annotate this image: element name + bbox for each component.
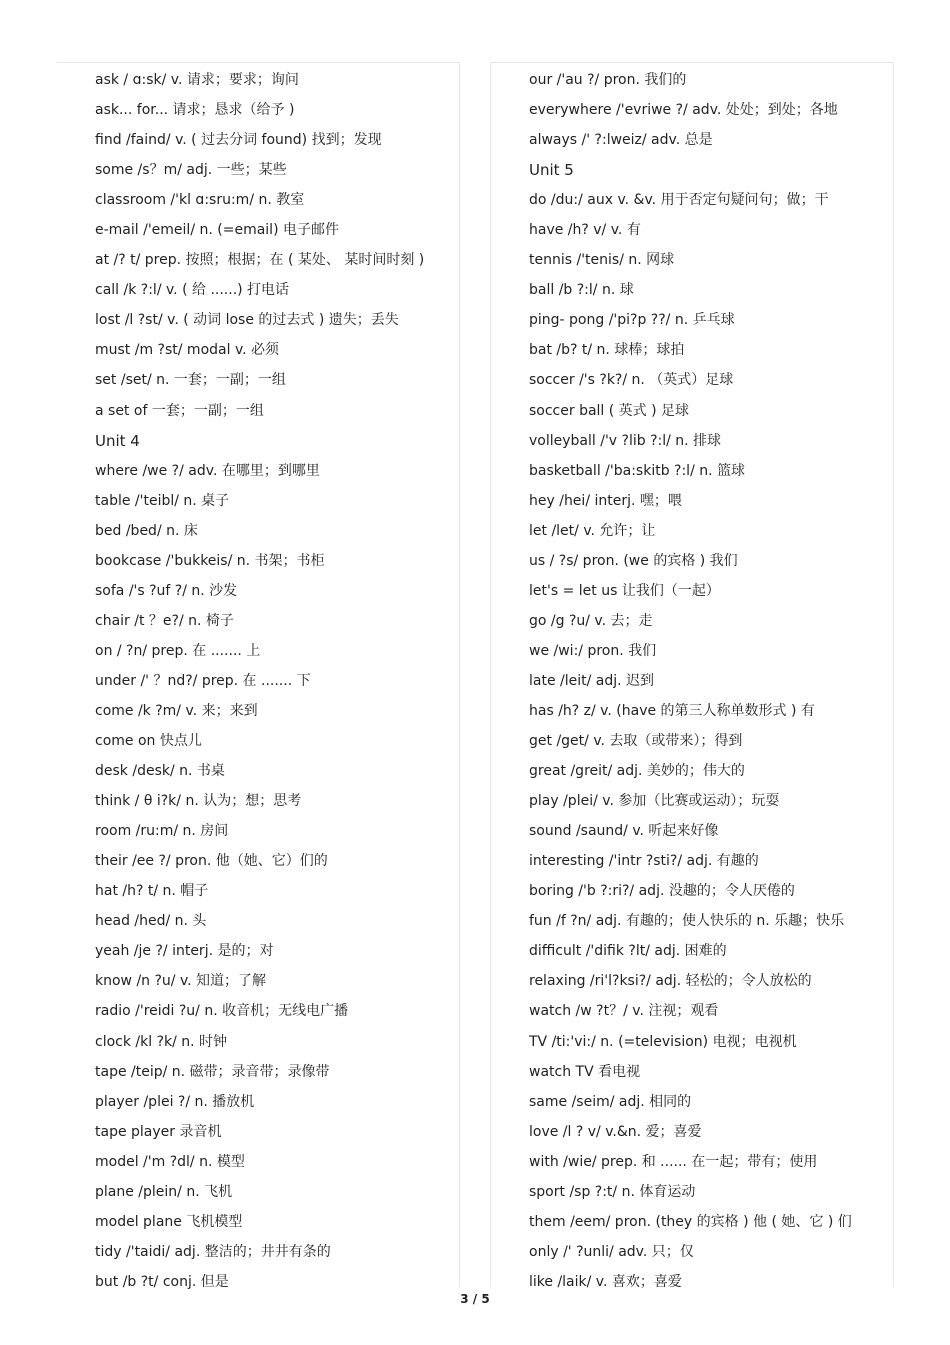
vocab-entry: basketball /'ba:skitb ?:l/ n. 篮球 <box>529 462 746 479</box>
vocab-entry: tidy /'taidi/ adj. 整洁的；井井有条的 <box>95 1243 331 1260</box>
vocab-entry: some /s？m/ adj. 一些；某些 <box>95 162 287 179</box>
vocab-entry: love /l ? v/ v.&n. 爱；喜爱 <box>529 1123 702 1140</box>
vocab-entry: radio /'reidi ?u/ n. 收音机；无线电广播 <box>95 1003 349 1020</box>
vocab-entry: desk /desk/ n. 书桌 <box>95 763 225 780</box>
vocab-entry: on / ?n/ prep. 在 ....... 上 <box>95 642 261 659</box>
vocab-entry: under /' ？nd?/ prep. 在 ....... 下 <box>95 672 311 689</box>
vocab-entry: sound /saund/ v. 听起来好像 <box>529 823 719 840</box>
vocab-entry: has /h? z/ v. (have 的第三人称单数形式 ) 有 <box>529 702 815 719</box>
vocab-entry: think / θ i?k/ n. 认为；想；思考 <box>95 793 302 810</box>
vocab-entry: boring /'b ?:ri?/ adj. 没趣的；令人厌倦的 <box>529 883 795 900</box>
vocab-entry: a set of 一套；一副；一组 <box>95 402 264 419</box>
vocab-entry: call /k ?:l/ v. ( 给 ......) 打电话 <box>95 282 290 299</box>
vocab-entry: our /'au ?/ pron. 我们的 <box>529 72 687 88</box>
vocab-entry: set /set/ n. 一套；一副；一组 <box>95 372 286 389</box>
vocab-entry: classroom /'kl ɑ:sru:m/ n. 教室 <box>95 192 305 209</box>
vocab-entry: ball /b ?:l/ n. 球 <box>529 282 634 299</box>
vocab-entry: play /plei/ v. 参加（比赛或运动）；玩耍 <box>529 793 780 810</box>
vocab-entry: with /wie/ prep. 和 ...... 在一起；带有；使用 <box>529 1153 818 1170</box>
vocab-entry: tennis /'tenis/ n. 网球 <box>529 252 675 269</box>
vocab-entry: bed /bed/ n. 床 <box>95 522 198 539</box>
vocab-entry: know /n ?u/ v. 知道；了解 <box>95 973 267 990</box>
left-column <box>57 62 460 1290</box>
vocab-entry: have /h? v/ v. 有 <box>529 222 641 239</box>
vocab-entry: ask / ɑ:sk/ v. 请求；要求；询问 <box>95 72 299 88</box>
vocab-entry: everywhere /'evriwe ?/ adv. 处处；到处；各地 <box>529 102 838 119</box>
vocab-entry: soccer ball ( 英式 ) 足球 <box>529 402 690 419</box>
unit-heading: Unit 4 <box>95 431 140 450</box>
vocab-entry: model plane 飞机模型 <box>95 1213 243 1230</box>
vocab-entry: let /let/ v. 允许；让 <box>529 522 656 539</box>
vocab-entry: at /? t/ prep. 按照；根据；在 ( 某处、 某时间时刻 ) <box>95 252 425 269</box>
vocab-entry: always /' ?:lweiz/ adv. 总是 <box>529 132 713 149</box>
vocab-entry: volleyball /'v ?lib ?:l/ n. 排球 <box>529 432 722 449</box>
vocab-entry: e-mail /'emeil/ n. (=email) 电子邮件 <box>95 222 339 239</box>
unit-heading: Unit 5 <box>529 161 574 180</box>
vocab-entry: them /eem/ pron. (they 的宾格 ) 他 ( 她、它 ) 们 <box>529 1213 852 1230</box>
vocab-entry: same /seim/ adj. 相同的 <box>529 1093 692 1110</box>
vocab-entry: come /k ?m/ v. 来；来到 <box>95 702 258 719</box>
vocab-entry: come on 快点儿 <box>95 733 202 750</box>
vocab-entry: yeah /je ?/ interj. 是的；对 <box>95 943 274 960</box>
vocab-entry: watch /w ?t？/ v. 注视；观看 <box>529 1003 719 1020</box>
vocab-entry: find /faind/ v. ( 过去分词 found) 找到；发现 <box>95 132 382 149</box>
vocab-entry: ask... for... 请求；恳求（给予 ) <box>95 102 295 119</box>
vocab-entry: chair /t ？e?/ n. 椅子 <box>95 612 234 629</box>
vocab-entry: bookcase /'bukkeis/ n. 书架；书柜 <box>95 552 325 569</box>
left-entry-list <box>95 65 459 1297</box>
vocab-entry: clock /kl ?k/ n. 时钟 <box>95 1033 228 1050</box>
right-column <box>490 62 894 1290</box>
vocab-entry: relaxing /ri'l?ksi?/ adj. 轻松的；令人放松的 <box>529 973 812 990</box>
vocab-entry: room /ru:m/ n. 房间 <box>95 823 229 840</box>
vocab-entry: get /get/ v. 去取（或带来）；得到 <box>529 733 743 750</box>
vocab-entry: hey /hei/ interj. 嘿；喂 <box>529 492 682 509</box>
right-entry-list <box>529 65 893 1297</box>
vocab-entry: we /wi:/ pron. 我们 <box>529 642 657 659</box>
vocab-entry: tape /teip/ n. 磁带；录音带；录像带 <box>95 1063 330 1080</box>
vocab-entry: only /' ?unli/ adv. 只；仅 <box>529 1243 694 1260</box>
vocab-entry: but /b ?t/ conj. 但是 <box>95 1273 229 1290</box>
vocab-entry: where /we ?/ adv. 在哪里；到哪里 <box>95 462 320 479</box>
page-number: 3 / 5 <box>460 1292 490 1306</box>
vocab-entry: hat /h? t/ n. 帽子 <box>95 883 209 900</box>
vocab-entry: player /plei ?/ n. 播放机 <box>95 1093 255 1110</box>
vocab-entry: sport /sp ?:t/ n. 体育运动 <box>529 1183 696 1200</box>
vocab-entry: their /ee ?/ pron. 他（她、它）们的 <box>95 853 328 870</box>
vocab-entry: us / ?s/ pron. (we 的宾格 ) 我们 <box>529 552 738 569</box>
vocab-entry: do /du:/ aux v. &v. 用于否定句疑问句；做；干 <box>529 192 829 209</box>
vocab-entry: great /greit/ adj. 美妙的；伟大的 <box>529 763 745 780</box>
vocab-entry: bat /b? t/ n. 球棒；球拍 <box>529 342 685 359</box>
vocab-entry: tape player 录音机 <box>95 1123 222 1140</box>
vocab-entry: ping- pong /'pi?p ??/ n. 乒乓球 <box>529 312 735 329</box>
vocab-entry: let's = let us 让我们（一起） <box>529 582 720 599</box>
vocab-entry: plane /plein/ n. 飞机 <box>95 1183 233 1200</box>
vocab-entry: must /m ?st/ modal v. 必须 <box>95 342 280 359</box>
vocab-entry: watch TV 看电视 <box>529 1063 641 1080</box>
vocab-entry: soccer /'s ?k?/ n. （英式）足球 <box>529 372 734 389</box>
vocab-entry: model /'m ?dl/ n. 模型 <box>95 1153 245 1170</box>
vocab-entry: table /'teibl/ n. 桌子 <box>95 492 230 509</box>
vocab-entry: like /laik/ v. 喜欢；喜爱 <box>529 1273 682 1290</box>
vocab-entry: difficult /'difik ?lt/ adj. 困难的 <box>529 943 727 960</box>
vocab-entry: lost /l ?st/ v. ( 动词 lose 的过去式 ) 遗失；丢失 <box>95 312 399 329</box>
vocab-entry: head /hed/ n. 头 <box>95 913 207 930</box>
vocab-entry: interesting /'intr ?sti?/ adj. 有趣的 <box>529 853 759 870</box>
vocab-entry: TV /ti:'vi:/ n. (=television) 电视；电视机 <box>529 1033 797 1050</box>
vocab-entry: sofa /'s ?uf ?/ n. 沙发 <box>95 582 238 599</box>
vocab-entry: go /g ?u/ v. 去；走 <box>529 612 653 629</box>
vocab-entry: late /leit/ adj. 迟到 <box>529 672 655 689</box>
vocab-entry: fun /f ?n/ adj. 有趣的；使人快乐的 n. 乐趣；快乐 <box>529 913 845 930</box>
